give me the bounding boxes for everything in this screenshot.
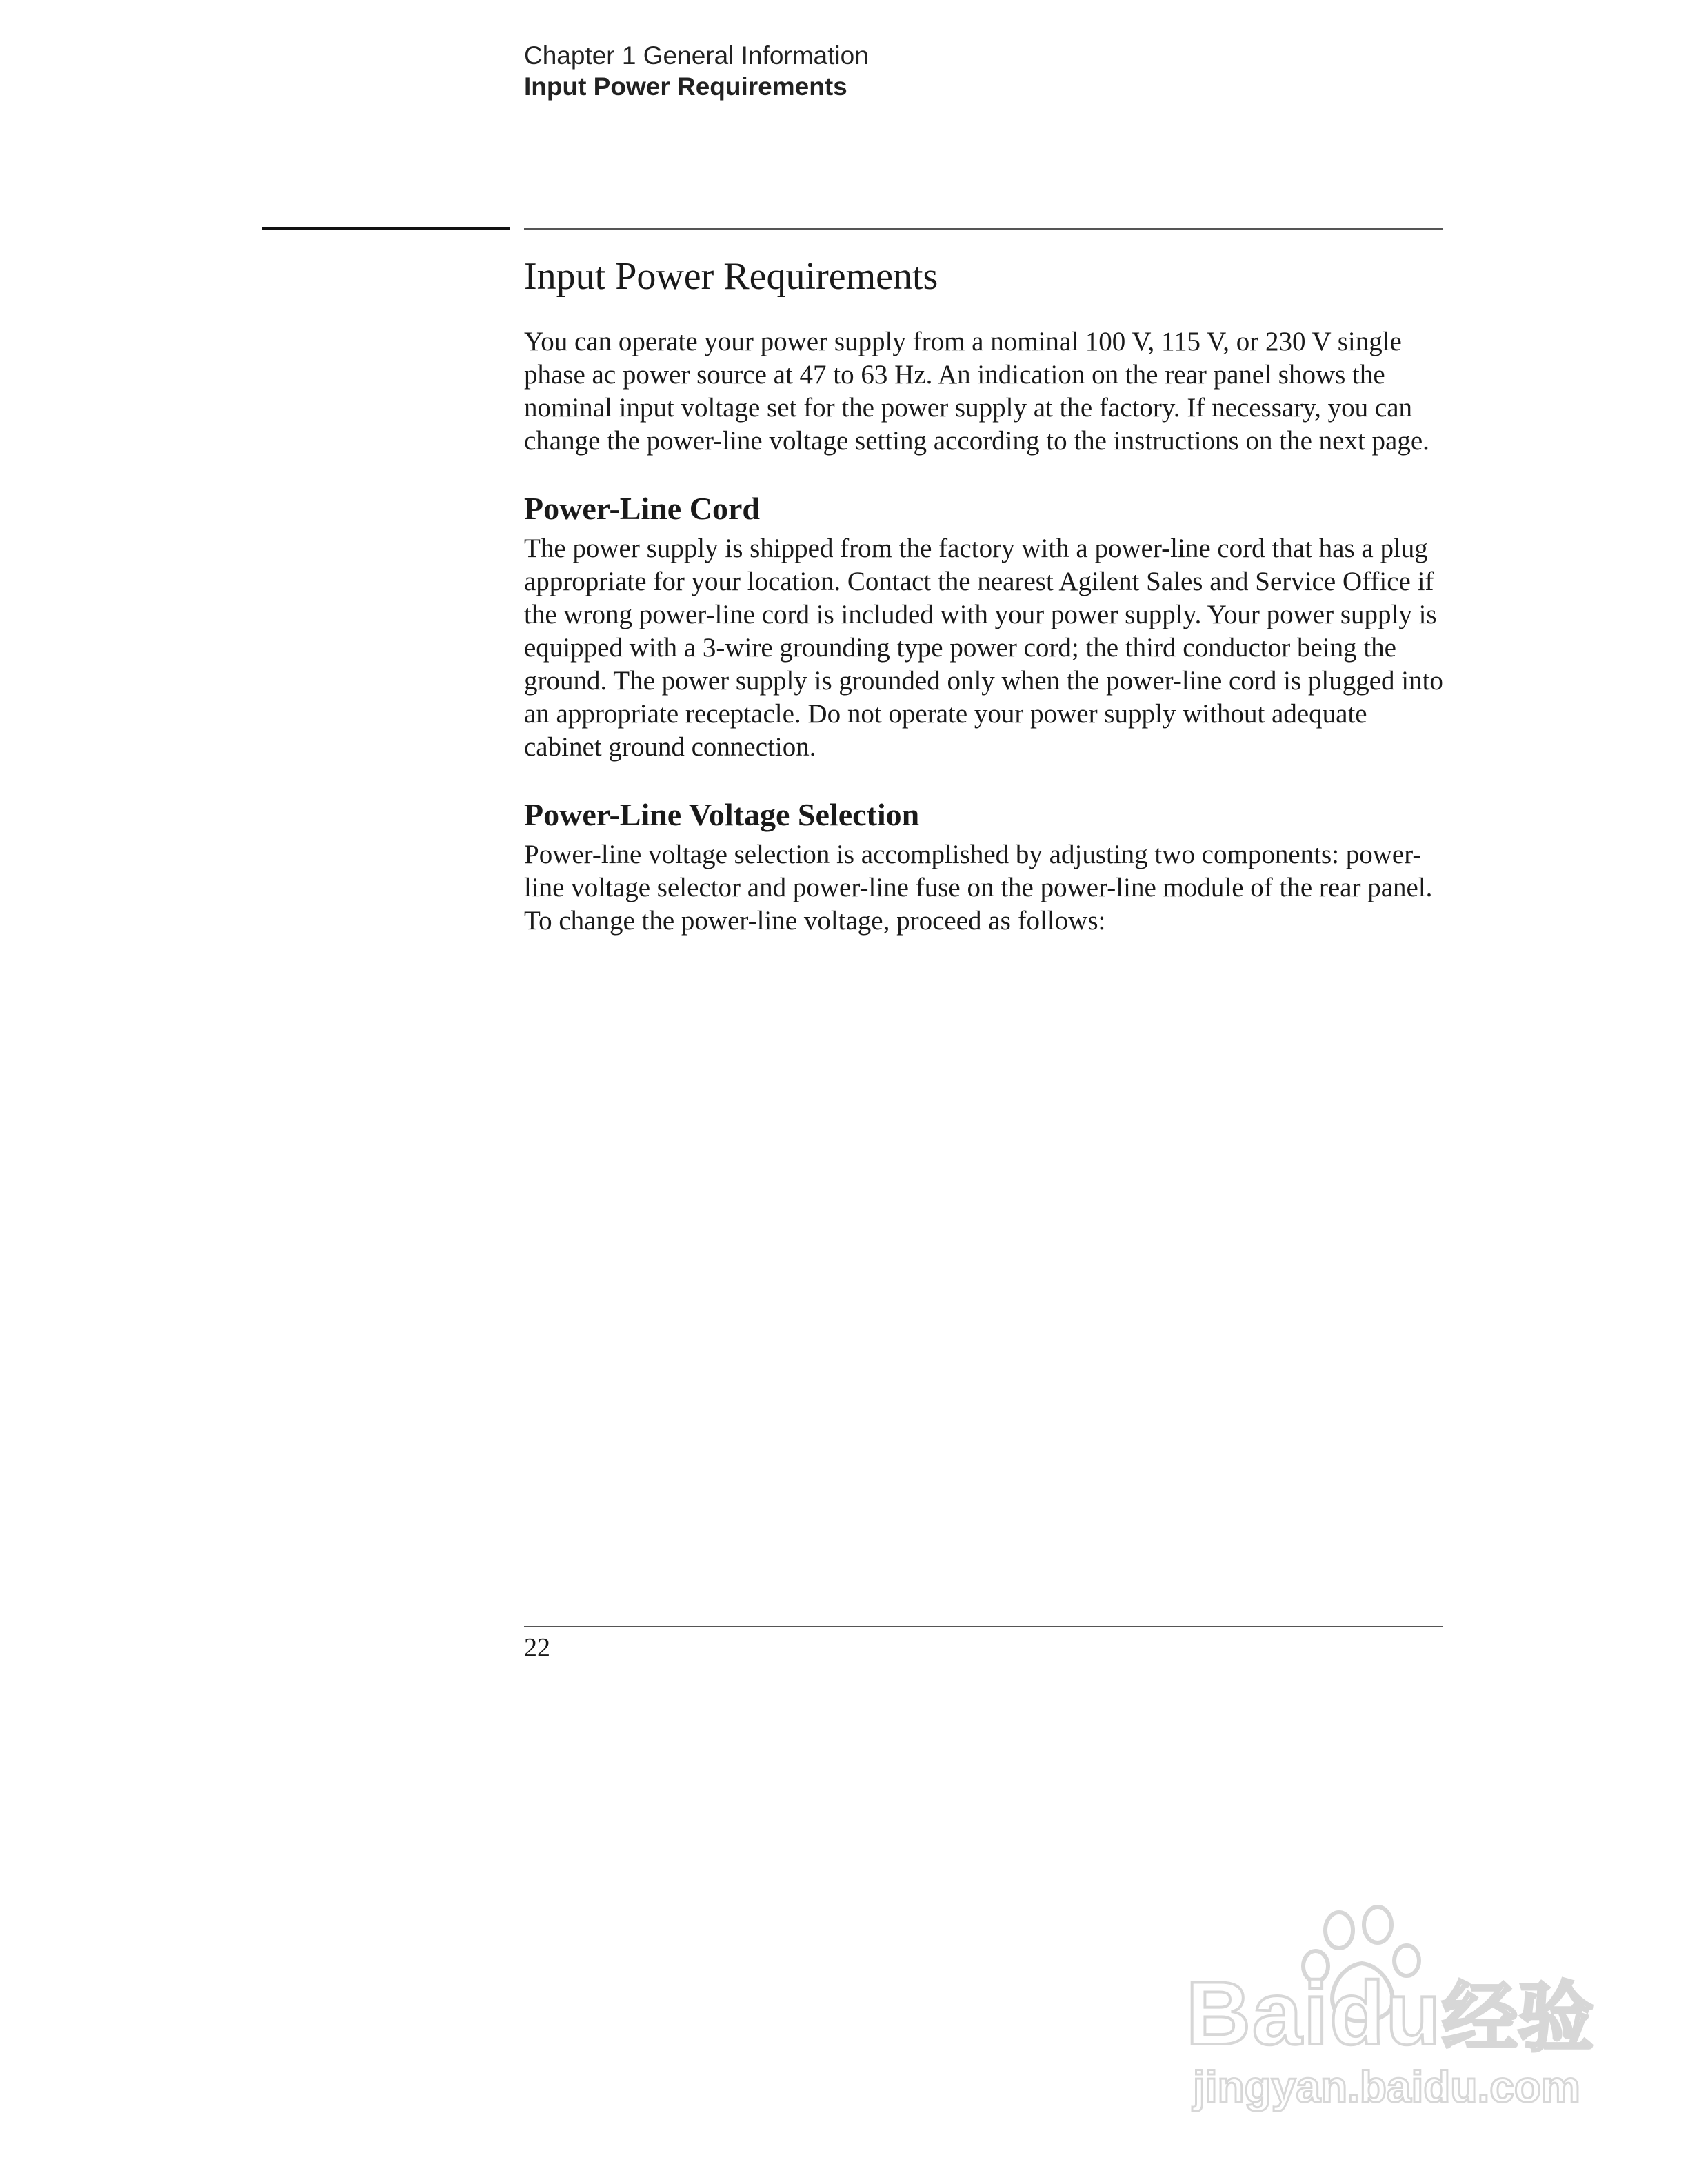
section-heading-power-line-cord: Power-Line Cord — [524, 491, 760, 526]
section-body-voltage-selection: Power-line voltage selection is accomplished by adjusting two components: power-line voltage selector and power-line fuse on the power-line module of the rear panel. To change the power-line voltage, proceed as follows: — [524, 840, 1433, 936]
watermark-site: jingyan.baidu.com — [1193, 2062, 1580, 2112]
page-body — [524, 250, 1448, 938]
baidu-jingyan-watermark — [1172, 1903, 1594, 2112]
intro-paragraph: You can operate your power supply from a nominal 100 V, 115 V, or 230 V single phase ac power source at 47 to 63 Hz. An indication on the rear panel shows the nominal input voltage set for the power supply at the factory. If necessary, you can change the power-line voltage setting according to the instructions on the next page. — [524, 327, 1429, 456]
section-heading-voltage-selection: Power-Line Voltage Selection — [524, 797, 920, 832]
watermark-brand: Baidu经验 — [1186, 1963, 1594, 2063]
section-marker-rule — [262, 227, 510, 230]
footer-divider — [524, 1626, 1443, 1627]
page-title: Input Power Requirements — [524, 255, 938, 298]
running-header-section: Input Power Requirements — [524, 72, 847, 101]
section-body-power-line-cord: The power supply is shipped from the factory with a power-line cord that has a plug appropriate for your location. Contact the nearest Agilent Sales and Service Office if the wrong power-line cord is included with your power supply. Your power supply is equipped with a 3-wire grounding type power cord; the third conductor being the ground. The power supply is grounded only when the power-line cord is plugged into an appropriate receptacle. Do not operate your power supply without adequate cabinet ground connection. — [524, 534, 1443, 762]
running-header-chapter: Chapter 1 General Information — [524, 41, 869, 70]
top-divider — [524, 228, 1443, 230]
running-header — [524, 40, 869, 102]
page-number: 22 — [524, 1633, 550, 1662]
